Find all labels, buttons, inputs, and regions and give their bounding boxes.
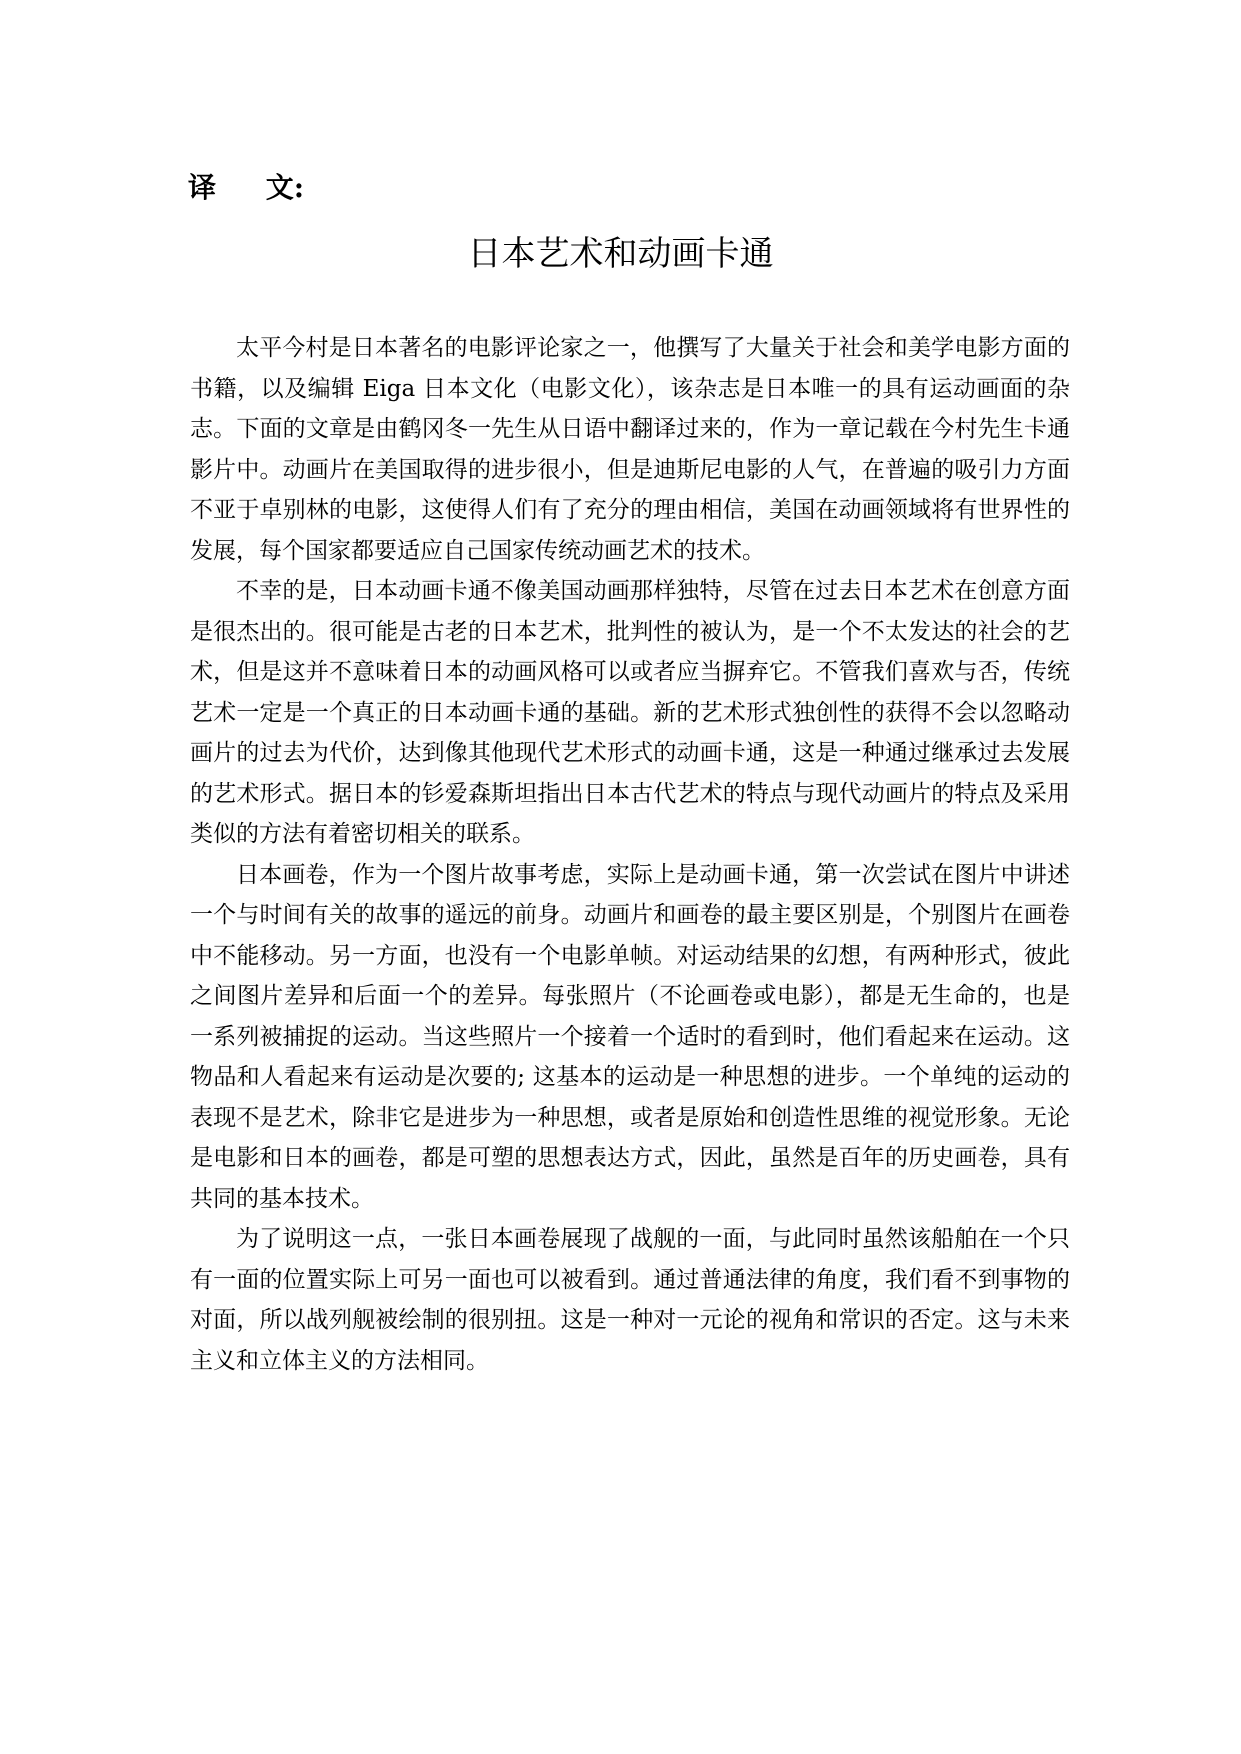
section-label: 译 文:: [188, 171, 305, 204]
paragraph-3: 日本画卷，作为一个图片故事考虑，实际上是动画卡通，第一次尝试在图片中讲述一个与时间有关的故事的遥远的前身。动画片和画卷的最主要区别是，个别图片在画卷中不能移动。另一方面，也没有一个电影单帧。对运动结果的幻想，有两种形式，彼此之间图片差异和后面一个的差异。每张照片（不论画卷或电影），都是无生命的，也是一系列被捕捉的运动。当这些照片一个接着一个适时的看到时，他们看起来在运动。这物品和人看起来有运动是次要的; 这基本的运动是一种思想的进步。一个单纯的运动的表现不是艺术，除非它是进步为一种思想，或者是原始和创造性思维的视觉形象。无论是电影和日本的画卷，都是可塑的思想表达方式，因此，虽然是百年的历史画卷，具有共同的基本技术。: [190, 861, 1070, 1212]
paragraph-2: 不幸的是，日本动画卡通不像美国动画那样独特，尽管在过去日本艺术在创意方面是很杰出的。很可能是古老的日本艺术，批判性的被认为，是一个不太发达的社会的艺术，但是这并不意味着日本的动画风格可以或者应当摒弃它。不管我们喜欢与否，传统艺术一定是一个真正的日本动画卡通的基础。新的艺术形式独创性的获得不会以忽略动画片的过去为代价，达到像其他现代艺术形式的动画卡通，这是一种通过继承过去发展的艺术形式。据日本的钐爱森斯坦指出日本古代艺术的特点与现代动画片的特点及采用类似的方法有着密切相关的联系。: [190, 578, 1070, 847]
paragraph-1: 太平今村是日本著名的电影评论家之一，他撰写了大量关于社会和美学电影方面的书籍，以及编辑 Eiga 日本文化（电影文化），该杂志是日本唯一的具有运动画面的杂志。下面的文章是由鹤冈冬一先生从日语中翻译过来的，作为一章记载在今村先生卡通影片中。动画片在美国取得的进步很小，但是迪斯尼电影的人气，在普遍的吸引力方面不亚于卓别林的电影，这使得人们有了充分的理由相信，美国在动画领域将有世界性的发展，每个国家都要适应自己国家传统动画艺术的技术。: [190, 335, 1070, 564]
paragraph-4: 为了说明这一点，一张日本画卷展现了战舰的一面，与此同时虽然该船舶在一个只有一面的位置实际上可另一面也可以被看到。通过普通法律的角度，我们看不到事物的对面，所以战列舰被绘制的很别扭。这是一种对一元论的视角和常识的否定。这与未来主义和立体主义的方法相同。: [190, 1226, 1070, 1374]
document-title: 日本艺术和动画卡通: [467, 234, 774, 274]
document-body: [190, 328, 1070, 1381]
